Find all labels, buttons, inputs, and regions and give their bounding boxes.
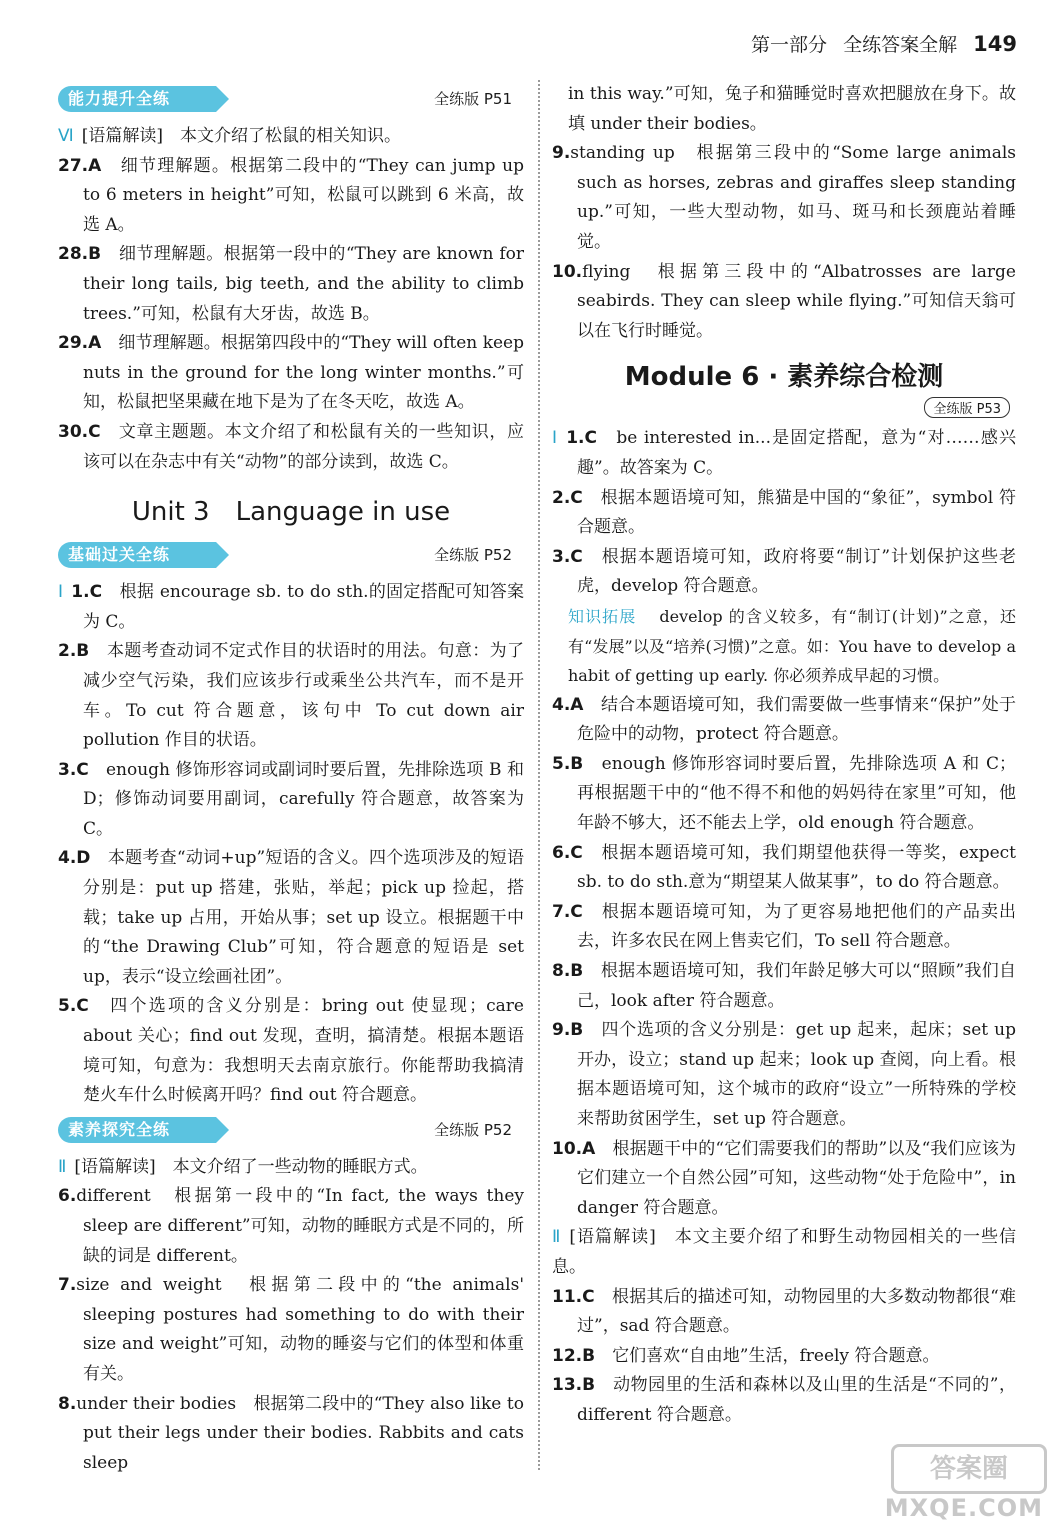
passage-intro <box>552 1223 1016 1282</box>
answer-explanation: 四个选项的含义分别是：bring out 使显现；care about 关心；find out 发现，查明，搞清楚。根据本题语境可知，句意为：我想明天去南京旅行。你能帮助我搞清楚火车什么时候离开吗？find out 符合题意。 <box>83 996 524 1106</box>
answer-explanation: size and weight 根据第二段中的“the animals' sleeping postures had something to do with their size and weight”可知，动物的睡姿与它们的体型和体重有关。 <box>76 1275 524 1384</box>
answer-explanation: 根据本题语境可知，我们年龄足够大可以“照顾”我们自己，look after 符合题意。 <box>577 961 1016 1011</box>
answer-explanation: 根据其后的描述可知，动物园里的大多数动物都很“难过”，sad 符合题意。 <box>577 1286 1016 1337</box>
answer-number: 2.B <box>58 641 90 662</box>
answer-explanation: different 根据第一段中的“In fact, the ways they sleep are different”可知，动物的睡眠方式是不同的，所缺的词是 different。 <box>76 1186 524 1266</box>
answer-number: 11.C <box>552 1286 595 1307</box>
module-ref <box>552 397 1010 418</box>
answer-number: 28.B <box>58 244 102 265</box>
answer-explanation: 文章主题题。本文介绍了和松鼠有关的一些知识，应该可以在杂志中有关“动物”的部分读到，故选 C。 <box>83 421 524 472</box>
answer-item <box>58 637 524 755</box>
answer-number: 6.C <box>552 842 583 863</box>
answer-explanation: 本题考查“动词+up”短语的含义。四个选项涉及的短语分别是：put up 搭建，张贴，举起；pick up 捡起，搭载；take up 占用，开始从事；set up 设立。根据题干中的“the Drawing Club”可知，符合题意的短语是 set up，表示“设立绘画社团”。 <box>83 848 524 987</box>
answer-explanation: 根据本题语境可知，政府将要“制订”计划保护这些老虎，develop 符合题意。 <box>577 546 1016 597</box>
answer-item <box>58 240 524 329</box>
answer-number: 9. <box>552 143 571 164</box>
watermark-logo <box>867 1444 1047 1522</box>
answer-item <box>58 992 524 1110</box>
section-banner-ability <box>58 82 524 116</box>
header-section: 全练答案全解 <box>843 34 958 56</box>
extension-tag: 知识拓展 <box>568 606 637 626</box>
answer-explanation: 动物园里的生活和森林以及山里的生活是“不同的”，different 符合题意。 <box>577 1375 1016 1425</box>
answer-item <box>552 898 1016 957</box>
answer-explanation: flying 根据第三段中的“Albatrosses are large seabirds. They can sleep while flying.”可知信天翁可以在飞行时睡觉。 <box>577 261 1016 341</box>
banner-label: 基础过关全练 <box>58 542 216 568</box>
answer-explanation: 本题考查动词不定式作目的状语时的用法。句意：为了减少空气污染，我们应该步行或乘坐公共汽车，而不是开车。To cut 符合题意，该句中 To cut down air pollution 作目的状语。 <box>83 641 524 751</box>
answer-item <box>552 258 1016 347</box>
intro-text: [语篇解读] 本文主要介绍了和野生动物园相关的一些信息。 <box>552 1227 1016 1277</box>
extension-text: develop 的含义较多，有“制订(计划)”之意，还有“发展”以及“培养(习惯)”之意。如：You have to develop a habit of getting up early. 你必须养成早起的习惯。 <box>568 606 1016 686</box>
answer-explanation: enough 修饰形容词时要后置，先排除选项 A 和 C；再根据题干中的“他不得不和他的妈妈待在家里”可知，他年龄不够大，还不能去上学，old enough 符合题意。 <box>577 753 1016 834</box>
answer-item <box>58 1390 524 1479</box>
answer-item <box>58 756 524 845</box>
answer-item <box>552 839 1016 898</box>
answer-number: 13.B <box>552 1375 596 1396</box>
answer-explanation: 根据 encourage sb. to do sth.的固定搭配可知答案为 C。 <box>83 582 525 632</box>
answer-item <box>552 957 1016 1016</box>
answer-item <box>552 750 1016 839</box>
roman-numeral: Ⅰ <box>58 582 64 603</box>
answer-list <box>58 152 524 478</box>
answer-number: 29.A <box>58 333 102 354</box>
answer-number: 5.C <box>58 996 89 1017</box>
answer-explanation: 四个选项的含义分别是：get up 起来，起床；set up 开办，设立；stand up 起来；look up 查阅，向上看。根据本题语境可知，这个城市的政府“设立”一所特殊的学校来帮助贫困学生，set up 符合题意。 <box>577 1020 1016 1129</box>
passage-intro <box>58 122 524 152</box>
continued-text: in this way.”可知，兔子和猫睡觉时喜欢把腿放在身下。故填 under their bodies。 <box>568 84 1016 134</box>
answer-number: 12.B <box>552 1345 596 1366</box>
answer-list <box>552 691 1016 1224</box>
answer-list <box>58 1182 524 1478</box>
answer-explanation: enough 修饰形容词或副词时要后置，先排除选项 B 和 D；修饰动词要用副词，carefully 符合题意，故答案为 C。 <box>83 759 524 839</box>
knowledge-extension <box>552 602 1016 691</box>
answer-number: 6. <box>58 1186 77 1207</box>
answer-item <box>552 543 1016 602</box>
answer-number: 8. <box>58 1393 77 1414</box>
unit-title: Unit 3 Language in use <box>131 497 451 528</box>
answer-number: 1.C <box>566 428 597 449</box>
banner-ref: 全练版 P52 <box>434 1120 512 1139</box>
answer-number: 1.C <box>71 582 103 603</box>
answer-explanation: under their bodies 根据第二段中的“They also like to put their legs under their bodies. Rabbits and cats sleep <box>76 1393 524 1473</box>
answer-item <box>552 691 1016 750</box>
watermark-bottom: MXQE.COM <box>884 1494 1043 1522</box>
intro-text: [语篇解读] 本文介绍了一些动物的睡眠方式。 <box>74 1156 428 1177</box>
roman-numeral: Ⅵ <box>58 126 74 146</box>
answer-number: 9.B <box>552 1020 584 1041</box>
answer-number: 4.D <box>58 848 91 869</box>
answer-explanation: standing up 根据第三段中的“Some large animals such as horses, zebras and giraffes sleep standing up.”可知，一些大型动物，如马、斑马和长颈鹿站着睡觉。 <box>570 143 1016 252</box>
answer-explanation: 根据本题语境可知，我们期望他获得一等奖，expect sb. to do sth.意为“期望某人做某事”，to do 符合题意。 <box>577 842 1016 893</box>
answer-item <box>58 1182 524 1271</box>
watermark-top: 答案圈 <box>891 1444 1047 1494</box>
answer-item <box>552 1342 1016 1372</box>
banner-ref: 全练版 P52 <box>434 546 512 565</box>
column-divider <box>538 80 540 1470</box>
answer-item <box>552 1016 1016 1134</box>
answer-number: 4.A <box>552 694 584 715</box>
answer-item <box>552 1371 1016 1430</box>
answer-explanation: 细节理解题。根据第四段中的“They will often keep nuts in the ground for the long winter months.”可知，松鼠把坚果藏在地下是为了在冬天吃，故选 A。 <box>83 333 524 413</box>
right-column <box>552 80 1016 1431</box>
banner-label: 素养探究全练 <box>58 1117 216 1143</box>
answer-item <box>58 844 524 992</box>
answer-item <box>552 1283 1016 1342</box>
page-header <box>751 30 1017 57</box>
answer-number: 5.B <box>552 753 584 774</box>
answer-item <box>58 578 524 637</box>
answer-list <box>552 1283 1016 1431</box>
answer-list <box>552 139 1016 346</box>
answer-list <box>552 424 1016 602</box>
answer-number: 3.C <box>552 546 583 567</box>
roman-numeral: Ⅱ <box>58 1156 67 1177</box>
answer-explanation: 根据题干中的“它们需要我们的帮助”以及“我们应该为它们建立一个自然公园”可知，这些动物“处于危险中”，in danger 符合题意。 <box>577 1138 1016 1218</box>
answer-number: 8.B <box>552 961 584 982</box>
module-ref-badge: 全练版 P53 <box>924 397 1010 418</box>
answer-explanation: 它们喜欢“自由地”生活，freely 符合题意。 <box>595 1345 940 1366</box>
answer-number: 30.C <box>58 421 101 442</box>
section-banner-basic <box>58 538 524 572</box>
answer-number: 27.A <box>58 155 102 176</box>
answer-explanation: 根据本题语境可知，为了更容易地把他们的产品卖出去，许多农民在网上售卖它们，To sell 符合题意。 <box>577 901 1016 952</box>
answer-explanation: 细节理解题。根据第二段中的“They can jump up to 6 meters in height”可知，松鼠可以跳到 6 米高，故选 A。 <box>83 155 524 235</box>
roman-numeral: Ⅰ <box>552 428 559 449</box>
answer-item <box>552 1135 1016 1224</box>
answer-item <box>552 484 1016 543</box>
answer-number: 10.A <box>552 1138 596 1159</box>
answer-number: 10. <box>552 261 583 282</box>
banner-ref: 全练版 P51 <box>434 90 512 108</box>
banner-label: 能力提升全练 <box>58 86 216 112</box>
answer-number: 3.C <box>58 759 89 780</box>
answer-item <box>552 139 1016 257</box>
passage-intro <box>58 1153 524 1183</box>
answer-explanation: 根据本题语境可知，熊猫是中国的“象征”，symbol 符合题意。 <box>577 487 1016 538</box>
module-title: Module 6 · 素养综合检测 <box>624 362 944 393</box>
answer-explanation: 细节理解题。根据第一段中的“They are known for their long tails, big teeth, and the ability to climb trees.”可知，松鼠有大牙齿，故选 B。 <box>83 244 524 324</box>
answer-number: 7. <box>58 1275 77 1296</box>
roman-numeral: Ⅱ <box>552 1227 562 1248</box>
answer-item <box>58 329 524 418</box>
answer-explanation: 结合本题语境可知，我们需要做一些事情来“保护”处于危险中的动物，protect 符合题意。 <box>577 694 1016 745</box>
page-number: 149 <box>973 32 1017 56</box>
answer-number: 2.C <box>552 487 583 508</box>
header-part: 第一部分 <box>751 34 828 56</box>
answer-item <box>58 1271 524 1389</box>
answer-number: 7.C <box>552 901 583 922</box>
answer-list <box>58 578 524 1111</box>
intro-text: [语篇解读] 本文介绍了松鼠的相关知识。 <box>81 126 401 146</box>
answer-explanation: be interested in...是固定搭配，意为“对……感兴趣”。故答案为 C。 <box>577 428 1016 478</box>
section-banner-explore <box>58 1113 524 1147</box>
answer-item <box>58 418 524 477</box>
left-column <box>58 80 524 1478</box>
answer-item <box>58 152 524 241</box>
answer-item <box>552 424 1016 483</box>
